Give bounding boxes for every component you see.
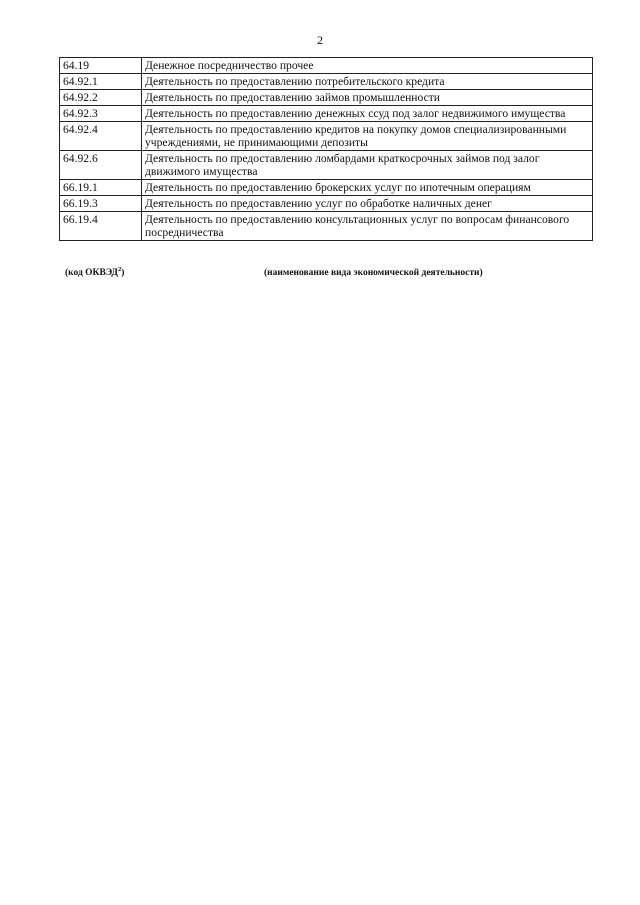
okved-code: 64.92.2 — [60, 90, 142, 106]
okved-code: 66.19.4 — [60, 212, 142, 241]
code-caption-suffix: ) — [121, 268, 125, 278]
table-row — [60, 180, 593, 196]
okved-code: 64.92.6 — [60, 151, 142, 180]
activity-name: Деятельность по предоставлению ломбардами краткосрочных займов под залог движимого имущества — [142, 151, 593, 180]
table-row — [60, 212, 593, 241]
activity-name: Деятельность по предоставлению денежных ссуд под залог недвижимого имущества — [142, 106, 593, 122]
activity-name: Деятельность по предоставлению кредитов на покупку домов специализированными учреждениями, не принимающими депозиты — [142, 122, 593, 151]
table-row — [60, 122, 593, 151]
page-number: 2 — [317, 33, 323, 47]
table-row — [60, 74, 593, 90]
code-caption — [65, 265, 125, 278]
okved-table — [59, 57, 593, 241]
table-row — [60, 151, 593, 180]
okved-code: 64.19 — [60, 58, 142, 74]
okved-code: 66.19.1 — [60, 180, 142, 196]
activity-name: Деятельность по предоставлению займов промышленности — [142, 90, 593, 106]
activity-name: Денежное посредничество прочее — [142, 58, 593, 74]
footnote-marker: 2 — [117, 265, 122, 273]
table-row — [60, 58, 593, 74]
activity-name: Деятельность по предоставлению консультационных услуг по вопросам финансового посредничества — [142, 212, 593, 241]
okved-code: 64.92.4 — [60, 122, 142, 151]
activity-name: Деятельность по предоставлению потребительского кредита — [142, 74, 593, 90]
table-captions — [59, 265, 593, 282]
okved-code: 64.92.1 — [60, 74, 142, 90]
code-caption-label: (код ОКВЭД — [65, 268, 118, 278]
okved-code: 64.92.3 — [60, 106, 142, 122]
table-row — [60, 196, 593, 212]
activity-name: Деятельность по предоставлению услуг по обработке наличных денег — [142, 196, 593, 212]
table-row — [60, 106, 593, 122]
activity-name: Деятельность по предоставлению брокерских услуг по ипотечным операциям — [142, 180, 593, 196]
name-caption: (наименование вида экономической деятельности) — [264, 268, 483, 278]
table-row — [60, 90, 593, 106]
okved-code: 66.19.3 — [60, 196, 142, 212]
